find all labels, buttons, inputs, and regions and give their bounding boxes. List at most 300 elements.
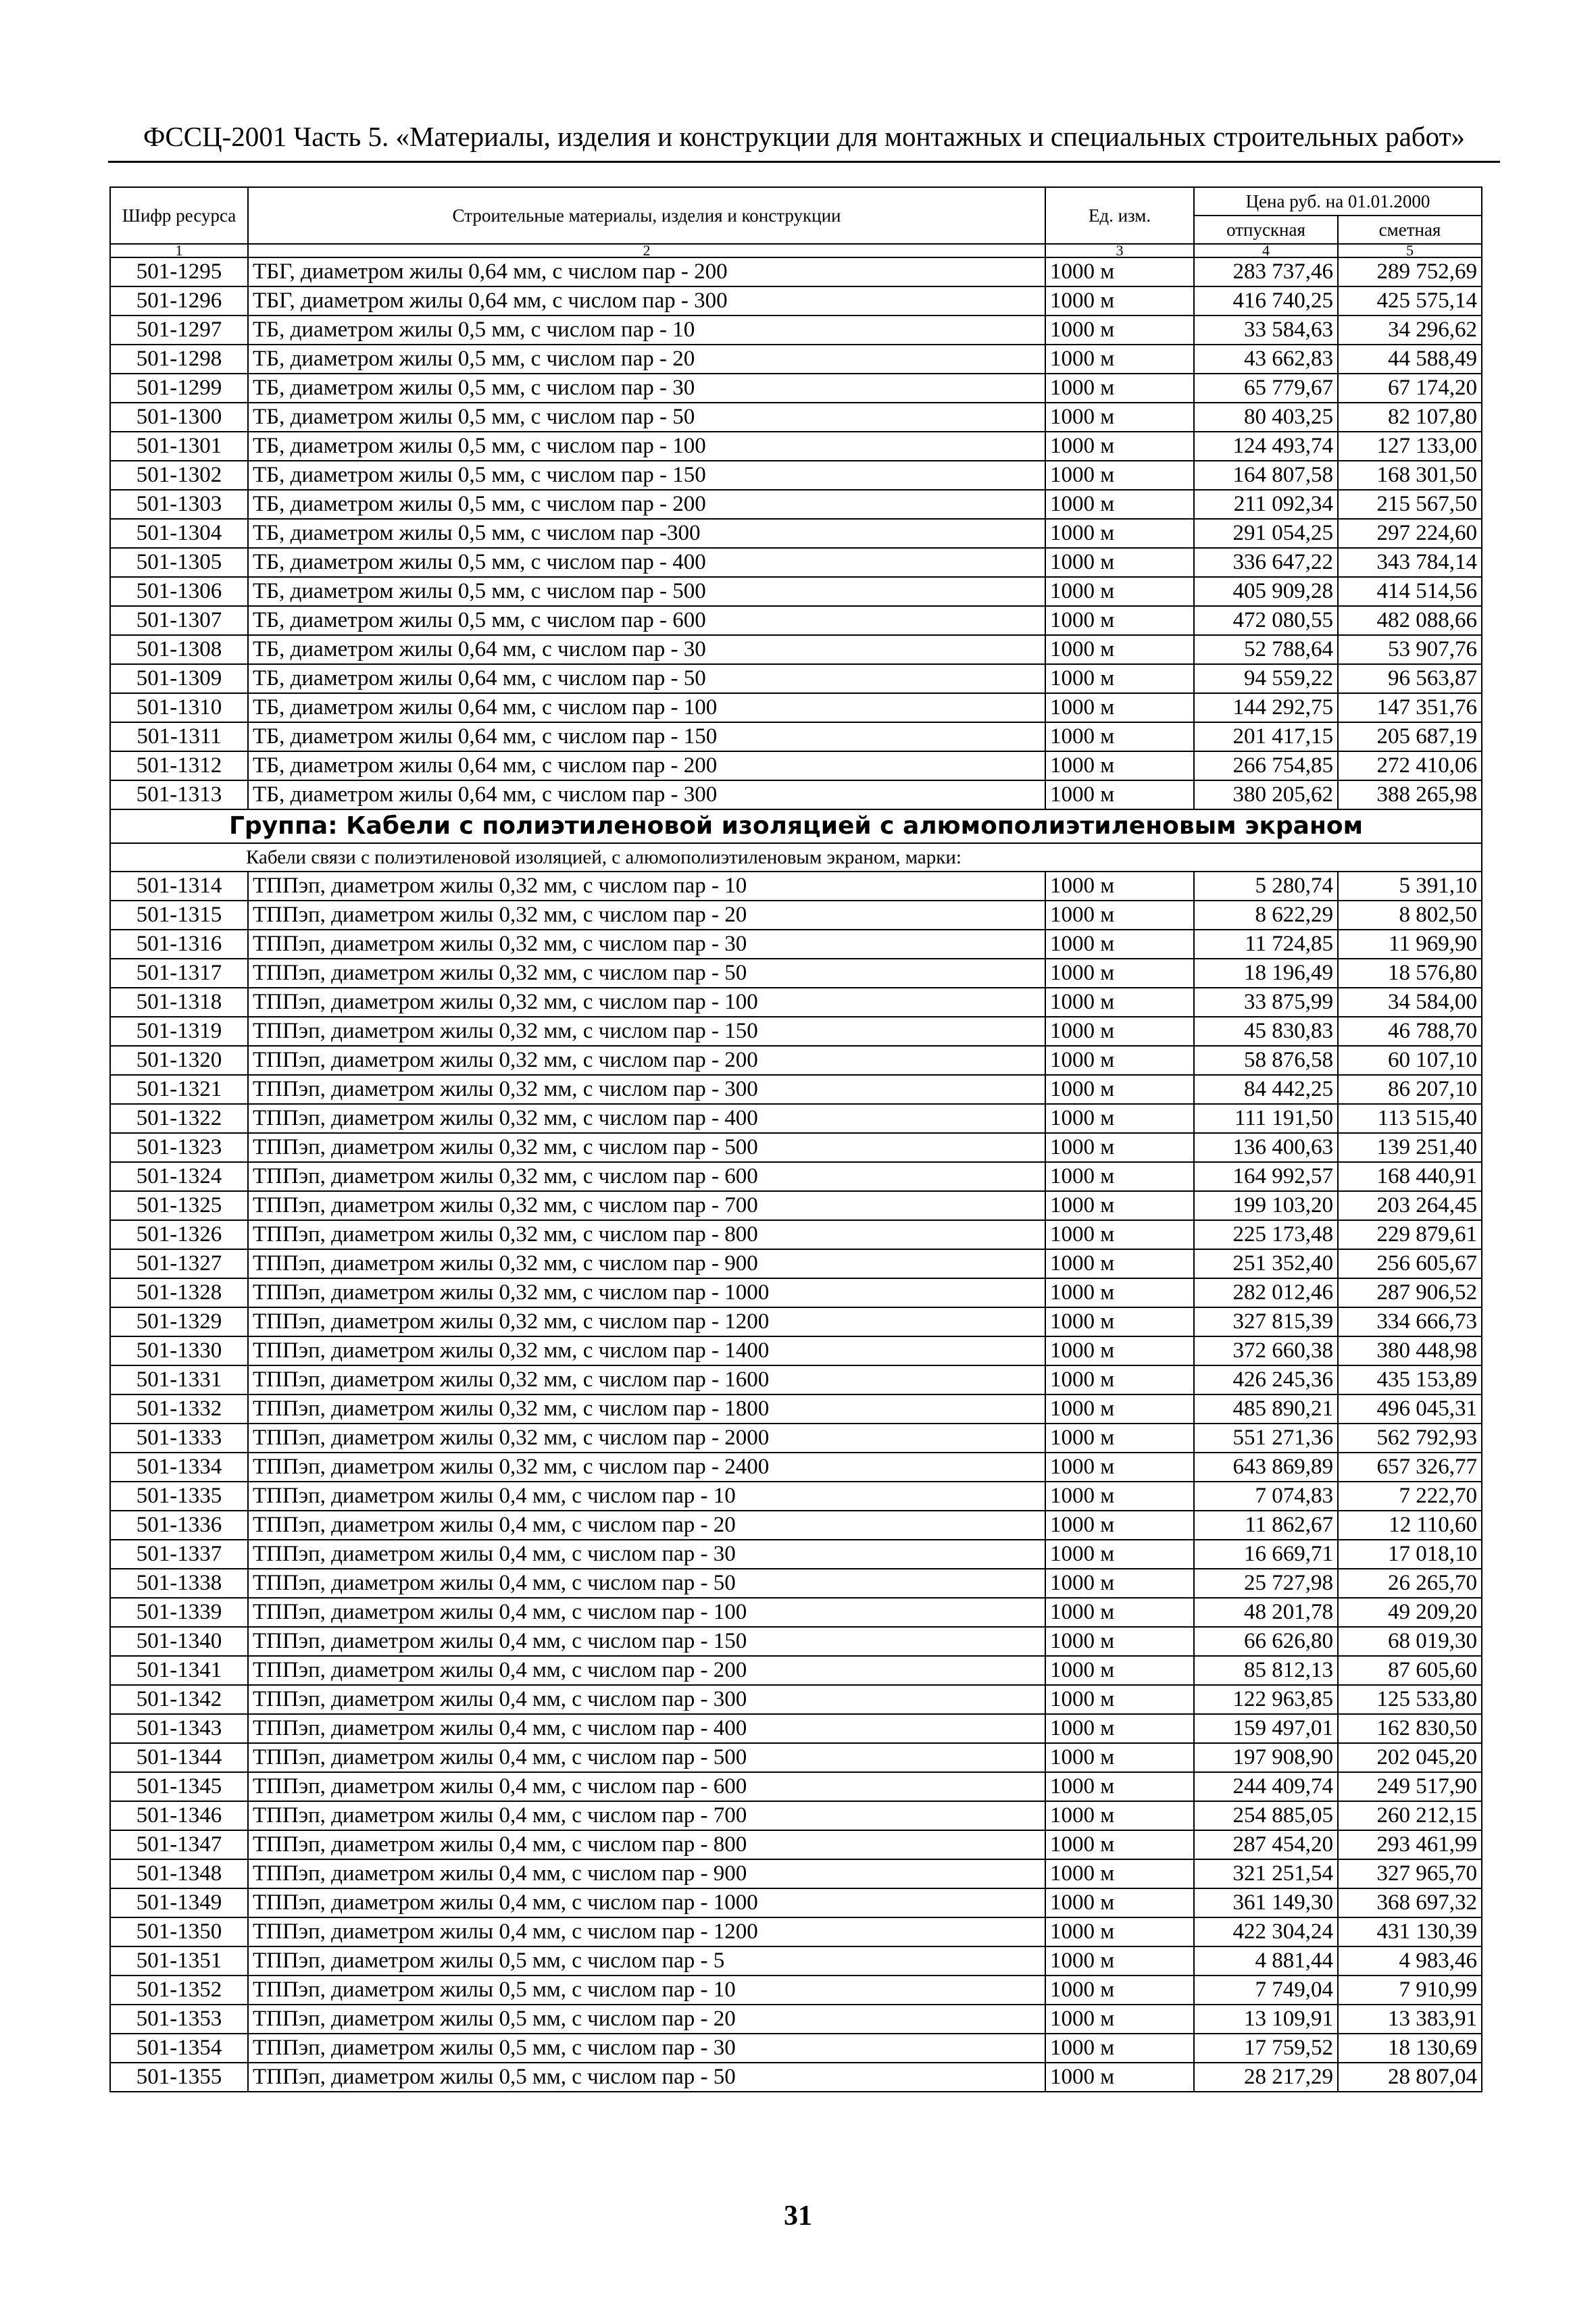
unit-cell: 1000 м	[1045, 257, 1194, 286]
column-number: 4	[1194, 244, 1338, 257]
table-row	[110, 1307, 1482, 1336]
table-row	[110, 1569, 1482, 1598]
column-number: 5	[1338, 244, 1482, 257]
estimate-price-cell: 425 575,14	[1338, 286, 1482, 316]
price-table	[109, 186, 1482, 2092]
unit-cell: 1000 м	[1045, 1627, 1194, 1656]
resource-code-cell: 501-1347	[110, 1830, 248, 1859]
resource-code-cell: 501-1338	[110, 1569, 248, 1598]
resource-code-cell: 501-1346	[110, 1801, 248, 1830]
table-row	[110, 1394, 1482, 1424]
material-name-cell: ТППэп, диаметром жилы 0,32 мм, с числом пар - 300	[248, 1075, 1045, 1104]
estimate-price-cell: 147 351,76	[1338, 693, 1482, 722]
release-price-cell: 643 869,89	[1194, 1453, 1338, 1482]
estimate-price-cell: 203 264,45	[1338, 1191, 1482, 1220]
unit-cell: 1000 м	[1045, 959, 1194, 988]
unit-cell: 1000 м	[1045, 519, 1194, 548]
unit-cell: 1000 м	[1045, 1772, 1194, 1801]
resource-code-cell: 501-1319	[110, 1017, 248, 1046]
release-price-cell: 416 740,25	[1194, 286, 1338, 316]
table-row	[110, 872, 1482, 901]
table-row	[110, 286, 1482, 316]
material-name-cell: ТБ, диаметром жилы 0,64 мм, с числом пар - 150	[248, 722, 1045, 751]
release-price-cell: 551 271,36	[1194, 1424, 1338, 1453]
material-name-cell: ТППэп, диаметром жилы 0,32 мм, с числом пар - 600	[248, 1162, 1045, 1191]
unit-cell: 1000 м	[1045, 1859, 1194, 1888]
unit-cell: 1000 м	[1045, 1685, 1194, 1714]
estimate-price-cell: 4 983,46	[1338, 1946, 1482, 1976]
material-name-cell: ТБ, диаметром жилы 0,64 мм, с числом пар - 300	[248, 780, 1045, 809]
table-row	[110, 2034, 1482, 2063]
estimate-price-cell: 289 752,69	[1338, 257, 1482, 286]
release-price-cell: 164 992,57	[1194, 1162, 1338, 1191]
estimate-price-cell: 388 265,98	[1338, 780, 1482, 809]
estimate-price-cell: 327 965,70	[1338, 1859, 1482, 1888]
resource-code-cell: 501-1334	[110, 1453, 248, 1482]
table-row	[110, 1482, 1482, 1511]
release-price-cell: 199 103,20	[1194, 1191, 1338, 1220]
table-row	[110, 780, 1482, 809]
estimate-price-cell: 125 533,80	[1338, 1685, 1482, 1714]
unit-cell: 1000 м	[1045, 664, 1194, 693]
release-price-cell: 282 012,46	[1194, 1278, 1338, 1307]
release-price-cell: 327 815,39	[1194, 1307, 1338, 1336]
resource-code-cell: 501-1337	[110, 1540, 248, 1569]
unit-cell: 1000 м	[1045, 780, 1194, 809]
estimate-price-cell: 60 107,10	[1338, 1046, 1482, 1075]
header-estimate-price: сметная	[1338, 216, 1482, 244]
material-name-cell: ТБГ, диаметром жилы 0,64 мм, с числом пар - 300	[248, 286, 1045, 316]
resource-code-cell: 501-1354	[110, 2034, 248, 2063]
estimate-price-cell: 53 907,76	[1338, 635, 1482, 664]
table-row	[110, 1976, 1482, 2005]
material-name-cell: ТППэп, диаметром жилы 0,5 мм, с числом пар - 20	[248, 2005, 1045, 2034]
resource-code-cell: 501-1326	[110, 1220, 248, 1249]
unit-cell: 1000 м	[1045, 1133, 1194, 1162]
release-price-cell: 124 493,74	[1194, 432, 1338, 461]
header-price: Цена руб. на 01.01.2000	[1194, 187, 1482, 216]
material-name-cell: ТППэп, диаметром жилы 0,32 мм, с числом пар - 800	[248, 1220, 1045, 1249]
table-row	[110, 664, 1482, 693]
unit-cell: 1000 м	[1045, 693, 1194, 722]
resource-code-cell: 501-1318	[110, 988, 248, 1017]
release-price-cell: 80 403,25	[1194, 403, 1338, 432]
release-price-cell: 164 807,58	[1194, 461, 1338, 490]
resource-code-cell: 501-1348	[110, 1859, 248, 1888]
estimate-price-cell: 657 326,77	[1338, 1453, 1482, 1482]
material-name-cell: ТППэп, диаметром жилы 0,32 мм, с числом пар - 2400	[248, 1453, 1045, 1482]
table-row	[110, 1017, 1482, 1046]
material-name-cell: ТБ, диаметром жилы 0,5 мм, с числом пар - 100	[248, 432, 1045, 461]
material-name-cell: ТППэп, диаметром жилы 0,32 мм, с числом пар - 400	[248, 1104, 1045, 1133]
resource-code-cell: 501-1313	[110, 780, 248, 809]
resource-code-cell: 501-1310	[110, 693, 248, 722]
unit-cell: 1000 м	[1045, 1424, 1194, 1453]
material-name-cell: ТБ, диаметром жилы 0,5 мм, с числом пар - 50	[248, 403, 1045, 432]
estimate-price-cell: 28 807,04	[1338, 2063, 1482, 2092]
material-name-cell: ТППэп, диаметром жилы 0,4 мм, с числом пар - 20	[248, 1511, 1045, 1540]
estimate-price-cell: 297 224,60	[1338, 519, 1482, 548]
estimate-price-cell: 18 576,80	[1338, 959, 1482, 988]
column-number: 1	[110, 244, 248, 257]
estimate-price-cell: 7 222,70	[1338, 1482, 1482, 1511]
unit-cell: 1000 м	[1045, 901, 1194, 930]
estimate-price-cell: 7 910,99	[1338, 1976, 1482, 2005]
release-price-cell: 251 352,40	[1194, 1249, 1338, 1278]
release-price-cell: 43 662,83	[1194, 345, 1338, 374]
material-name-cell: ТППэп, диаметром жилы 0,32 мм, с числом пар - 20	[248, 901, 1045, 930]
table-row	[110, 606, 1482, 635]
material-name-cell: ТППэп, диаметром жилы 0,4 мм, с числом пар - 100	[248, 1598, 1045, 1627]
table-row	[110, 577, 1482, 606]
release-price-cell: 17 759,52	[1194, 2034, 1338, 2063]
estimate-price-cell: 11 969,90	[1338, 930, 1482, 959]
estimate-price-cell: 18 130,69	[1338, 2034, 1482, 2063]
estimate-price-cell: 249 517,90	[1338, 1772, 1482, 1801]
estimate-price-cell: 482 088,66	[1338, 606, 1482, 635]
resource-code-cell: 501-1339	[110, 1598, 248, 1627]
release-price-cell: 159 497,01	[1194, 1714, 1338, 1743]
material-name-cell: ТБ, диаметром жилы 0,5 мм, с числом пар - 150	[248, 461, 1045, 490]
release-price-cell: 45 830,83	[1194, 1017, 1338, 1046]
resource-code-cell: 501-1315	[110, 901, 248, 930]
estimate-price-cell: 202 045,20	[1338, 1743, 1482, 1772]
material-name-cell: ТППэп, диаметром жилы 0,32 мм, с числом пар - 100	[248, 988, 1045, 1017]
resource-code-cell: 501-1304	[110, 519, 248, 548]
unit-cell: 1000 м	[1045, 1917, 1194, 1946]
table-row	[110, 1598, 1482, 1627]
header-rule	[108, 161, 1500, 163]
release-price-cell: 372 660,38	[1194, 1336, 1338, 1365]
resource-code-cell: 501-1349	[110, 1888, 248, 1917]
estimate-price-cell: 68 019,30	[1338, 1627, 1482, 1656]
unit-cell: 1000 м	[1045, 1046, 1194, 1075]
resource-code-cell: 501-1317	[110, 959, 248, 988]
resource-code-cell: 501-1331	[110, 1365, 248, 1394]
unit-cell: 1000 м	[1045, 722, 1194, 751]
header-code: Шифр ресурса	[110, 187, 248, 244]
material-name-cell: ТППэп, диаметром жилы 0,5 мм, с числом пар - 30	[248, 2034, 1045, 2063]
material-name-cell: ТППэп, диаметром жилы 0,32 мм, с числом пар - 1800	[248, 1394, 1045, 1424]
estimate-price-cell: 26 265,70	[1338, 1569, 1482, 1598]
unit-cell: 1000 м	[1045, 1976, 1194, 2005]
table-row	[110, 959, 1482, 988]
material-name-cell: ТППэп, диаметром жилы 0,4 мм, с числом пар - 900	[248, 1859, 1045, 1888]
unit-cell: 1000 м	[1045, 2034, 1194, 2063]
material-name-cell: ТППэп, диаметром жилы 0,32 мм, с числом пар - 10	[248, 872, 1045, 901]
release-price-cell: 66 626,80	[1194, 1627, 1338, 1656]
table-row	[110, 901, 1482, 930]
resource-code-cell: 501-1335	[110, 1482, 248, 1511]
resource-code-cell: 501-1341	[110, 1656, 248, 1685]
unit-cell: 1000 м	[1045, 1365, 1194, 1394]
resource-code-cell: 501-1322	[110, 1104, 248, 1133]
unit-cell: 1000 м	[1045, 490, 1194, 519]
table-row	[110, 316, 1482, 345]
table-row	[110, 2005, 1482, 2034]
estimate-price-cell: 215 567,50	[1338, 490, 1482, 519]
resource-code-cell: 501-1332	[110, 1394, 248, 1424]
unit-cell: 1000 м	[1045, 577, 1194, 606]
column-number: 2	[248, 244, 1045, 257]
group-section	[110, 809, 1482, 872]
material-name-cell: ТППэп, диаметром жилы 0,5 мм, с числом пар - 50	[248, 2063, 1045, 2092]
unit-cell: 1000 м	[1045, 1598, 1194, 1627]
rows-section-a	[110, 257, 1482, 809]
header-release-price: отпускная	[1194, 216, 1338, 244]
release-price-cell: 52 788,64	[1194, 635, 1338, 664]
estimate-price-cell: 435 153,89	[1338, 1365, 1482, 1394]
unit-cell: 1000 м	[1045, 1220, 1194, 1249]
release-price-cell: 18 196,49	[1194, 959, 1338, 988]
table-row	[110, 1801, 1482, 1830]
estimate-price-cell: 139 251,40	[1338, 1133, 1482, 1162]
material-name-cell: ТППэп, диаметром жилы 0,4 мм, с числом пар - 1200	[248, 1917, 1045, 1946]
release-price-cell: 144 292,75	[1194, 693, 1338, 722]
table-row	[110, 374, 1482, 403]
table-row	[110, 490, 1482, 519]
table-row	[110, 693, 1482, 722]
table-row	[110, 930, 1482, 959]
material-name-cell: ТППэп, диаметром жилы 0,32 мм, с числом пар - 200	[248, 1046, 1045, 1075]
table-row	[110, 988, 1482, 1017]
estimate-price-cell: 12 110,60	[1338, 1511, 1482, 1540]
material-name-cell: ТППэп, диаметром жилы 0,5 мм, с числом пар - 10	[248, 1976, 1045, 2005]
unit-cell: 1000 м	[1045, 1162, 1194, 1191]
table-row	[110, 1046, 1482, 1075]
release-price-cell: 244 409,74	[1194, 1772, 1338, 1801]
estimate-price-cell: 8 802,50	[1338, 901, 1482, 930]
table-row	[110, 345, 1482, 374]
resource-code-cell: 501-1295	[110, 257, 248, 286]
release-price-cell: 472 080,55	[1194, 606, 1338, 635]
material-name-cell: ТБ, диаметром жилы 0,64 мм, с числом пар - 30	[248, 635, 1045, 664]
resource-code-cell: 501-1344	[110, 1743, 248, 1772]
material-name-cell: ТБГ, диаметром жилы 0,64 мм, с числом пар - 200	[248, 257, 1045, 286]
resource-code-cell: 501-1352	[110, 1976, 248, 2005]
unit-cell: 1000 м	[1045, 930, 1194, 959]
resource-code-cell: 501-1299	[110, 374, 248, 403]
table-row	[110, 432, 1482, 461]
resource-code-cell: 501-1333	[110, 1424, 248, 1453]
resource-code-cell: 501-1303	[110, 490, 248, 519]
release-price-cell: 16 669,71	[1194, 1540, 1338, 1569]
unit-cell: 1000 м	[1045, 1743, 1194, 1772]
unit-cell: 1000 м	[1045, 345, 1194, 374]
resource-code-cell: 501-1323	[110, 1133, 248, 1162]
release-price-cell: 11 724,85	[1194, 930, 1338, 959]
unit-cell: 1000 м	[1045, 1482, 1194, 1511]
table-row	[110, 1511, 1482, 1540]
estimate-price-cell: 334 666,73	[1338, 1307, 1482, 1336]
estimate-price-cell: 256 605,67	[1338, 1249, 1482, 1278]
release-price-cell: 11 862,67	[1194, 1511, 1338, 1540]
resource-code-cell: 501-1340	[110, 1627, 248, 1656]
release-price-cell: 361 149,30	[1194, 1888, 1338, 1917]
unit-cell: 1000 м	[1045, 1104, 1194, 1133]
resource-code-cell: 501-1343	[110, 1714, 248, 1743]
group-title: Группа: Кабели с полиэтиленовой изоляцией с алюмополиэтиленовым экраном	[110, 809, 1482, 843]
table-row	[110, 1365, 1482, 1394]
resource-code-cell: 501-1336	[110, 1511, 248, 1540]
release-price-cell: 136 400,63	[1194, 1133, 1338, 1162]
material-name-cell: ТБ, диаметром жилы 0,64 мм, с числом пар - 100	[248, 693, 1045, 722]
material-name-cell: ТППэп, диаметром жилы 0,4 мм, с числом пар - 10	[248, 1482, 1045, 1511]
table-row	[110, 257, 1482, 286]
estimate-price-cell: 496 045,31	[1338, 1394, 1482, 1424]
release-price-cell: 94 559,22	[1194, 664, 1338, 693]
estimate-price-cell: 82 107,80	[1338, 403, 1482, 432]
material-name-cell: ТППэп, диаметром жилы 0,4 мм, с числом пар - 1000	[248, 1888, 1045, 1917]
unit-cell: 1000 м	[1045, 2005, 1194, 2034]
release-price-cell: 58 876,58	[1194, 1046, 1338, 1075]
material-name-cell: ТППэп, диаметром жилы 0,32 мм, с числом пар - 1000	[248, 1278, 1045, 1307]
material-name-cell: ТППэп, диаметром жилы 0,4 мм, с числом пар - 50	[248, 1569, 1045, 1598]
release-price-cell: 485 890,21	[1194, 1394, 1338, 1424]
release-price-cell: 283 737,46	[1194, 257, 1338, 286]
material-name-cell: ТППэп, диаметром жилы 0,5 мм, с числом пар - 5	[248, 1946, 1045, 1976]
release-price-cell: 33 584,63	[1194, 316, 1338, 345]
resource-code-cell: 501-1345	[110, 1772, 248, 1801]
unit-cell: 1000 м	[1045, 1394, 1194, 1424]
header-name: Строительные материалы, изделия и конструкции	[248, 187, 1045, 244]
resource-code-cell: 501-1306	[110, 577, 248, 606]
release-price-cell: 25 727,98	[1194, 1569, 1338, 1598]
material-name-cell: ТППэп, диаметром жилы 0,32 мм, с числом пар - 50	[248, 959, 1045, 988]
resource-code-cell: 501-1312	[110, 751, 248, 780]
resource-code-cell: 501-1308	[110, 635, 248, 664]
resource-code-cell: 501-1350	[110, 1917, 248, 1946]
estimate-price-cell: 162 830,50	[1338, 1714, 1482, 1743]
unit-cell: 1000 м	[1045, 1511, 1194, 1540]
resource-code-cell: 501-1330	[110, 1336, 248, 1365]
estimate-price-cell: 414 514,56	[1338, 577, 1482, 606]
material-name-cell: ТППэп, диаметром жилы 0,32 мм, с числом пар - 900	[248, 1249, 1045, 1278]
resource-code-cell: 501-1316	[110, 930, 248, 959]
resource-code-cell: 501-1327	[110, 1249, 248, 1278]
unit-cell: 1000 м	[1045, 1336, 1194, 1365]
release-price-cell: 7 074,83	[1194, 1482, 1338, 1511]
page-number: 31	[784, 2200, 812, 2232]
page-header: ФССЦ-2001 Часть 5. «Материалы, изделия и конструкции для монтажных и специальных строительных работ»	[143, 121, 1466, 152]
rows-section-b	[110, 872, 1482, 2092]
release-price-cell: 405 909,28	[1194, 577, 1338, 606]
header-unit: Ед. изм.	[1045, 187, 1194, 244]
unit-cell: 1000 м	[1045, 1307, 1194, 1336]
table-row	[110, 1075, 1482, 1104]
table-row	[110, 1278, 1482, 1307]
estimate-price-cell: 49 209,20	[1338, 1598, 1482, 1627]
estimate-price-cell: 293 461,99	[1338, 1830, 1482, 1859]
table-row	[110, 1859, 1482, 1888]
table-row	[110, 1104, 1482, 1133]
resource-code-cell: 501-1328	[110, 1278, 248, 1307]
resource-code-cell: 501-1305	[110, 548, 248, 577]
table-row	[110, 1540, 1482, 1569]
unit-cell: 1000 м	[1045, 635, 1194, 664]
table-row	[110, 1743, 1482, 1772]
release-price-cell: 291 054,25	[1194, 519, 1338, 548]
table-row	[110, 1133, 1482, 1162]
resource-code-cell: 501-1298	[110, 345, 248, 374]
unit-cell: 1000 м	[1045, 432, 1194, 461]
unit-cell: 1000 м	[1045, 1278, 1194, 1307]
estimate-price-cell: 343 784,14	[1338, 548, 1482, 577]
resource-code-cell: 501-1351	[110, 1946, 248, 1976]
resource-code-cell: 501-1321	[110, 1075, 248, 1104]
release-price-cell: 225 173,48	[1194, 1220, 1338, 1249]
release-price-cell: 13 109,91	[1194, 2005, 1338, 2034]
resource-code-cell: 501-1296	[110, 286, 248, 316]
estimate-price-cell: 86 207,10	[1338, 1075, 1482, 1104]
release-price-cell: 5 280,74	[1194, 872, 1338, 901]
estimate-price-cell: 272 410,06	[1338, 751, 1482, 780]
material-name-cell: ТППэп, диаметром жилы 0,32 мм, с числом пар - 1400	[248, 1336, 1045, 1365]
unit-cell: 1000 м	[1045, 1830, 1194, 1859]
table-row	[110, 1453, 1482, 1482]
resource-code-cell: 501-1314	[110, 872, 248, 901]
resource-code-cell: 501-1329	[110, 1307, 248, 1336]
release-price-cell: 65 779,67	[1194, 374, 1338, 403]
resource-code-cell: 501-1325	[110, 1191, 248, 1220]
unit-cell: 1000 м	[1045, 286, 1194, 316]
table-row	[110, 1424, 1482, 1453]
material-name-cell: ТППэп, диаметром жилы 0,32 мм, с числом пар - 1600	[248, 1365, 1045, 1394]
resource-code-cell: 501-1355	[110, 2063, 248, 2092]
release-price-cell: 111 191,50	[1194, 1104, 1338, 1133]
table-row	[110, 1249, 1482, 1278]
release-price-cell: 426 245,36	[1194, 1365, 1338, 1394]
table-row	[110, 1946, 1482, 1976]
resource-code-cell: 501-1307	[110, 606, 248, 635]
release-price-cell: 48 201,78	[1194, 1598, 1338, 1627]
resource-code-cell: 501-1320	[110, 1046, 248, 1075]
estimate-price-cell: 260 212,15	[1338, 1801, 1482, 1830]
table-row	[110, 1685, 1482, 1714]
table-row	[110, 548, 1482, 577]
estimate-price-cell: 34 584,00	[1338, 988, 1482, 1017]
unit-cell: 1000 м	[1045, 1946, 1194, 1976]
table-row	[110, 403, 1482, 432]
table-row	[110, 1336, 1482, 1365]
material-name-cell: ТППэп, диаметром жилы 0,4 мм, с числом пар - 500	[248, 1743, 1045, 1772]
estimate-price-cell: 5 391,10	[1338, 872, 1482, 901]
material-name-cell: ТППэп, диаметром жилы 0,4 мм, с числом пар - 30	[248, 1540, 1045, 1569]
estimate-price-cell: 205 687,19	[1338, 722, 1482, 751]
material-name-cell: ТППэп, диаметром жилы 0,4 мм, с числом пар - 300	[248, 1685, 1045, 1714]
table-row	[110, 635, 1482, 664]
column-number: 3	[1045, 244, 1194, 257]
estimate-price-cell: 34 296,62	[1338, 316, 1482, 345]
estimate-price-cell: 67 174,20	[1338, 374, 1482, 403]
release-price-cell: 122 963,85	[1194, 1685, 1338, 1714]
release-price-cell: 422 304,24	[1194, 1917, 1338, 1946]
material-name-cell: ТППэп, диаметром жилы 0,4 мм, с числом пар - 200	[248, 1656, 1045, 1685]
estimate-price-cell: 113 515,40	[1338, 1104, 1482, 1133]
estimate-price-cell: 46 788,70	[1338, 1017, 1482, 1046]
group-subtitle: Кабели связи с полиэтиленовой изоляцией, с алюмополиэтиленовым экраном, марки:	[110, 843, 1482, 872]
resource-code-cell: 501-1353	[110, 2005, 248, 2034]
estimate-price-cell: 44 588,49	[1338, 345, 1482, 374]
material-name-cell: ТБ, диаметром жилы 0,5 мм, с числом пар - 400	[248, 548, 1045, 577]
table-row	[110, 461, 1482, 490]
table-row	[110, 1888, 1482, 1917]
release-price-cell: 197 908,90	[1194, 1743, 1338, 1772]
estimate-price-cell: 96 563,87	[1338, 664, 1482, 693]
material-name-cell: ТППэп, диаметром жилы 0,32 мм, с числом пар - 500	[248, 1133, 1045, 1162]
resource-code-cell: 501-1300	[110, 403, 248, 432]
unit-cell: 1000 м	[1045, 1191, 1194, 1220]
